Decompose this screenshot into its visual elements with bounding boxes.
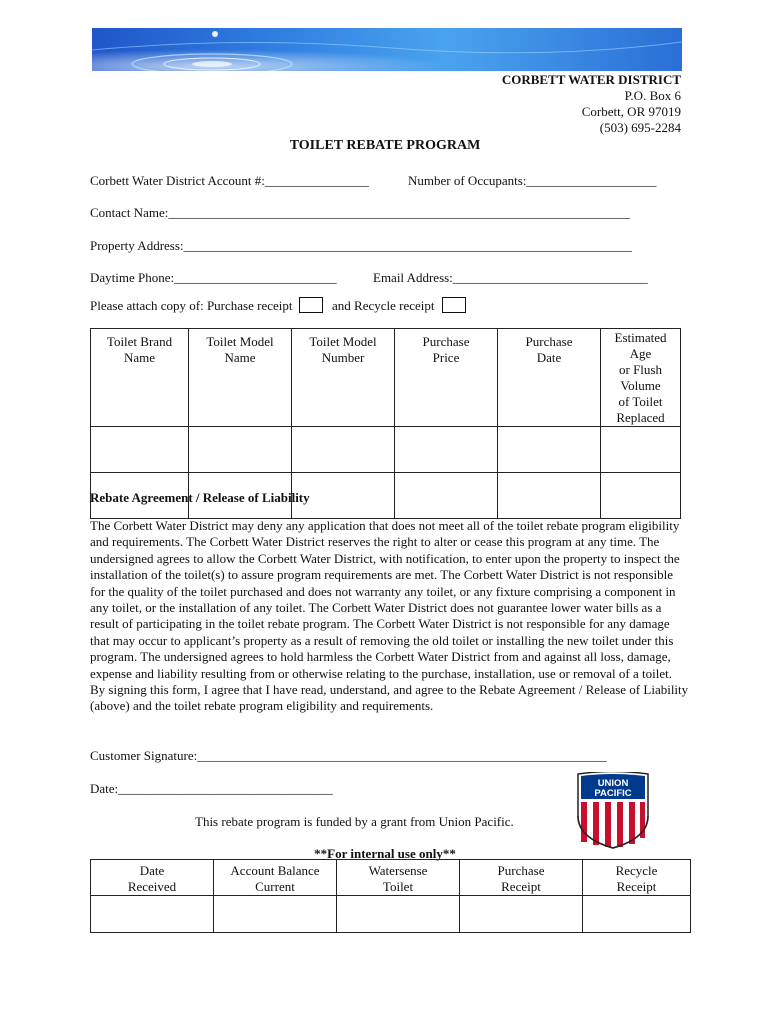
table-header-row	[91, 329, 681, 427]
table-cell[interactable]	[583, 896, 691, 933]
col-watersense: Watersense Toilet	[337, 860, 460, 896]
table-cell[interactable]	[601, 473, 681, 519]
table-cell[interactable]	[601, 427, 681, 473]
po-box: P.O. Box 6	[624, 88, 681, 103]
table-cell[interactable]	[91, 896, 214, 933]
table-cell[interactable]	[91, 427, 189, 473]
funding-note: This rebate program is funded by a grant from Union Pacific.	[195, 814, 514, 829]
org-name: CORBETT WATER DISTRICT	[501, 72, 681, 87]
table-cell[interactable]	[498, 427, 601, 473]
union-pacific-logo	[574, 772, 652, 850]
col-estimated-age: Estimated Age or Flush Volume of Toilet Replaced	[601, 329, 681, 427]
agreement-body	[90, 518, 690, 715]
col-model-number: Toilet Model Number	[292, 329, 395, 427]
col-purchase-receipt: Purchase Receipt	[460, 860, 583, 896]
logo-union-text: UNION	[597, 778, 629, 789]
city-address: Corbett, OR 97019	[581, 104, 681, 119]
table-cell[interactable]	[460, 896, 583, 933]
consent-text: By signing this form, I agree that I have read, understand, and agree to the Rebate Agreement / Release of Liability (above) and the toilet rebate program eligibility and requirements.	[90, 682, 689, 714]
table-cell[interactable]	[395, 473, 498, 519]
purchase-receipt-checkbox[interactable]	[299, 297, 323, 313]
table-row[interactable]	[91, 427, 681, 473]
attach-row	[90, 297, 466, 314]
col-purchase-date: Purchase Date	[498, 329, 601, 427]
table-cell[interactable]	[498, 473, 601, 519]
recycle-label: and Recycle receipt	[332, 298, 435, 313]
col-purchase-price: Purchase Price	[395, 329, 498, 427]
water-banner-image	[92, 28, 682, 71]
page-title: TOILET REBATE PROGRAM	[289, 138, 481, 153]
org-phone: (503) 695-2284	[599, 120, 681, 135]
account-field[interactable]: Corbett Water District Account #:________________	[90, 173, 369, 188]
internal-heading: **For internal use only**	[314, 846, 456, 861]
table-cell[interactable]	[189, 427, 292, 473]
daytime-phone-field[interactable]: Daytime Phone:_________________________	[90, 270, 337, 285]
table-row[interactable]	[91, 896, 691, 933]
col-model-name: Toilet Model Name	[189, 329, 292, 427]
table-cell[interactable]	[395, 427, 498, 473]
agreement-heading: Rebate Agreement / Release of Liability	[90, 490, 310, 505]
internal-use-table	[90, 859, 691, 933]
email-field[interactable]: Email Address:______________________________	[373, 270, 648, 285]
signature-field[interactable]: Customer Signature:_______________________________________________________________	[90, 748, 607, 763]
internal-header-row	[91, 860, 691, 896]
attach-label: Please attach copy of: Purchase receipt	[90, 298, 293, 313]
date-field[interactable]: Date:_________________________________	[90, 781, 333, 796]
agreement-text: The Corbett Water District may deny any application that does not meet all of the toilet rebate program eligibility and requirements. The Corbett Water District reserves the right to alter or cease this program at any time. The undersigned agrees to allow the Corbett Water District, with notification, to enter upon the property to inspect the installation of the toilet(s) to assure program requirements are met. The Corbett Water District is not responsible for the quality of the toilet purchased and does not warranty any toilet, or any fixture comprising a component in any toilet, or the installation of any toilet. The Corbett Water District does not guarantee lower water bills as a result of participating in the toilet rebate program. The Corbett Water District is not responsible for any damage that may occur to applicant’s property as a result of removing the old toilet or installing the new toilet under this program. The undersigned agrees to hold harmless the Corbett Water District from and against all loss, damage, expense and liability resulting from or otherwise relating to the purchase, installation, use or removal of a toilet.	[90, 518, 680, 681]
contact-name-field[interactable]: Contact Name:_______________________________________________________________________	[90, 205, 630, 220]
property-address-field[interactable]: Property Address:_____________________________________________________________________	[90, 238, 633, 253]
occupants-field[interactable]: Number of Occupants:____________________	[408, 173, 657, 188]
col-date-received: Date Received	[91, 860, 214, 896]
recycle-receipt-checkbox[interactable]	[442, 297, 466, 313]
col-brand-name: Toilet Brand Name	[91, 329, 189, 427]
col-recycle-receipt: Recycle Receipt	[583, 860, 691, 896]
col-account-balance: Account Balance Current	[214, 860, 337, 896]
table-cell[interactable]	[292, 427, 395, 473]
table-cell[interactable]	[337, 896, 460, 933]
logo-pacific-text: PACIFIC	[594, 788, 632, 799]
table-cell[interactable]	[214, 896, 337, 933]
